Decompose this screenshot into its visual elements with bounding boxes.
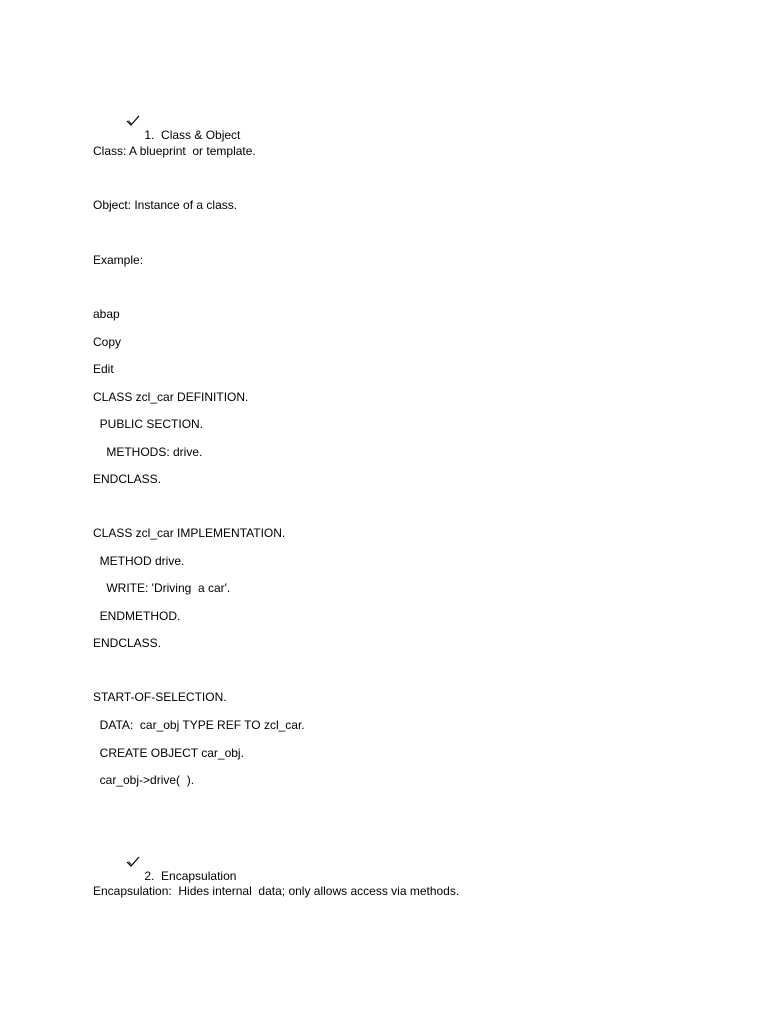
code-line: CLASS zcl_car DEFINITION.	[93, 390, 249, 404]
object-definition: Object: Instance of a class.	[93, 198, 238, 212]
code-line: car_obj->drive( ).	[93, 773, 195, 787]
code-line: WRITE: 'Driving a car'.	[93, 581, 231, 595]
example-label: Example:	[93, 253, 144, 267]
code-line: CREATE OBJECT car_obj.	[93, 746, 244, 760]
code-line: ENDCLASS.	[93, 636, 162, 650]
check-mark-icon	[106, 844, 140, 882]
section-heading-text: 2. Encapsulation	[144, 869, 237, 883]
code-line: CLASS zcl_car IMPLEMENTATION.	[93, 526, 286, 540]
code-line: METHODS: drive.	[93, 445, 203, 459]
code-language-label: abap	[93, 307, 120, 321]
code-line: DATA: car_obj TYPE REF TO zcl_car.	[93, 718, 305, 732]
encapsulation-definition: Encapsulation: Hides internal data; only allows access via methods.	[93, 884, 460, 898]
copy-button[interactable]: Copy	[93, 335, 122, 349]
code-line: START-OF-SELECTION.	[93, 690, 227, 704]
code-line: ENDCLASS.	[93, 472, 162, 486]
class-definition: Class: A blueprint or template.	[93, 144, 256, 158]
check-mark-icon	[106, 103, 140, 141]
code-line: METHOD drive.	[93, 554, 185, 568]
code-line: ENDMETHOD.	[93, 609, 181, 623]
edit-button[interactable]: Edit	[93, 362, 114, 376]
code-line: PUBLIC SECTION.	[93, 417, 204, 431]
section-heading-text: 1. Class & Object	[144, 128, 241, 142]
